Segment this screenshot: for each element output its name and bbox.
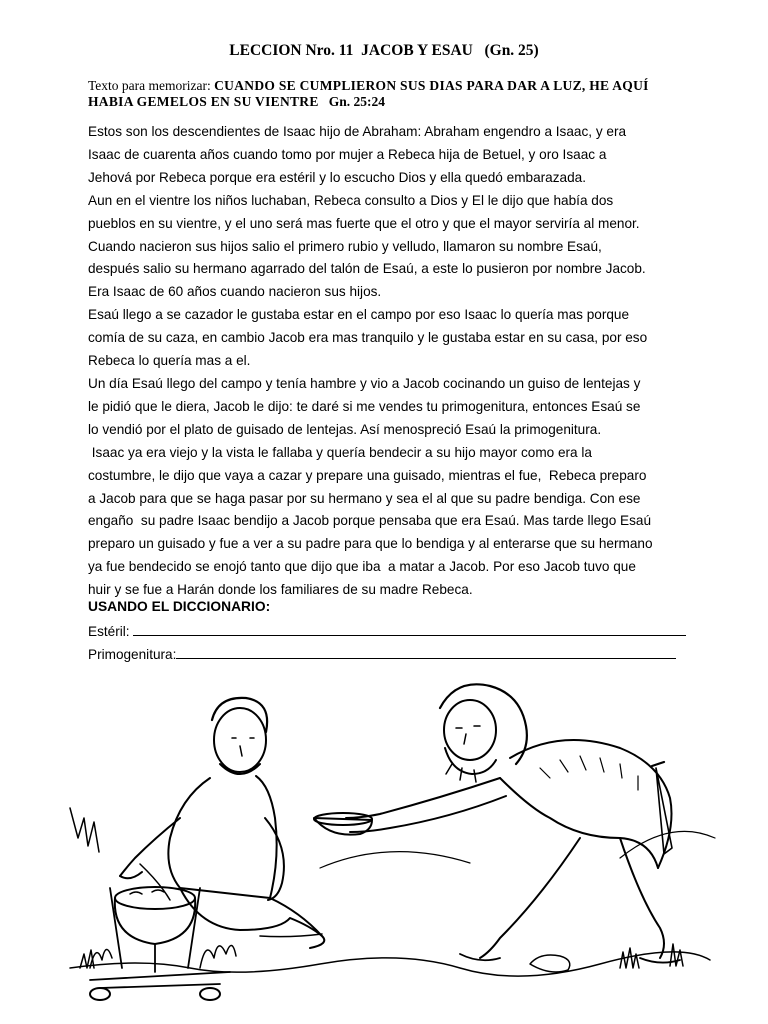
story-line: engaño su padre Isaac bendijo a Jacob porque pensaba que era Esaú. Mas tarde llego Esaú	[88, 513, 652, 529]
dictionary-word: Primogenitura:	[88, 647, 177, 662]
story-line: Aun en el vientre los niños luchaban, Rebeca consulto a Dios y El le dijo que había dos	[88, 192, 614, 208]
story-line: Isaac ya era viejo y la vista le fallaba y quería bendecir a su hijo mayor como era la	[88, 444, 592, 460]
dictionary-item-primogenitura	[88, 646, 676, 662]
answer-blank-esteril[interactable]	[133, 623, 686, 636]
story-line: huir y se fue a Harán donde los familiares de su madre Rebeca.	[88, 582, 473, 598]
story-line: comía de su caza, en cambio Jacob era mas tranquilo y le gustaba estar en su casa, por eso	[88, 330, 648, 346]
story-line: ya fue bendecido se enojó tanto que dijo que iba a matar a Jacob. Por eso Jacob tuvo que	[88, 559, 636, 575]
dictionary-word: Estéril:	[88, 624, 134, 639]
memory-verse-reference: Gn. 25:24	[328, 94, 386, 109]
story-line: preparo un guisado y fue a ver a su padre para que lo bendiga y al enterarse que su hermano	[88, 536, 653, 552]
story-text	[88, 121, 728, 602]
story-line: costumbre, le dijo que vaya a cazar y prepare una guisado, mientras el fue, Rebeca preparo	[88, 467, 647, 483]
story-line: Estos son los descendientes de Isaac hijo de Abraham: Abraham engendro a Isaac, y era	[88, 124, 627, 139]
story-line: le pidió que le diera, Jacob le dijo: te daré si me vendes tu primogenitura, entonces Esaú se	[88, 398, 641, 414]
answer-blank-primogenitura[interactable]	[176, 646, 676, 659]
story-line: Rebeca lo quería mas a el.	[88, 353, 251, 369]
memory-verse-label: Texto para memorizar:	[88, 78, 215, 93]
story-line: lo vendió por el plato de guisado de lentejas. Así menospreció Esaú la primogenitura.	[88, 421, 602, 437]
story-line: después salio su hermano agarrado del talón de Esaú, a este lo pusieron por nombre Jacob.	[88, 261, 646, 277]
story-line: Un día Esaú llego del campo y tenía hambre y vio a Jacob cocinando un guiso de lentejas y	[88, 375, 641, 391]
story-line: Cuando nacieron sus hijos salio el primero rubio y velludo, llamaron su nombre Esaú,	[88, 238, 602, 254]
story-line: Jehová por Rebeca porque era estéril y lo escucho Dios y ella quedó embarazada.	[88, 169, 586, 185]
story-line: pueblos en su vientre, y el uno será mas fuerte que el otro y que el mayor serviría al menor.	[88, 215, 640, 231]
dictionary-item-esteril	[88, 623, 686, 639]
story-line: Isaac de cuarenta años cuando tomo por mujer a Rebeca hija de Betuel, y oro Isaac a	[88, 146, 607, 162]
lesson-title: LECCION Nro. 11 JACOB Y ESAU (Gn. 25)	[229, 42, 539, 59]
memory-verse-text-line2: HABIA GEMELOS EN SU VIENTRE	[88, 94, 319, 109]
story-line: Esaú llego a se cazador le gustaba estar en el campo por eso Isaac lo quería mas porque	[88, 307, 630, 323]
memory-verse-text-line1: CUANDO SE CUMPLIERON SUS DIAS PARA DAR A LUZ, HE AQUÍ	[214, 78, 649, 93]
dictionary-heading: USANDO EL DICCIONARIO:	[88, 599, 271, 614]
story-line: a Jacob para que se haga pasar por su hermano y sea el al que su padre bendiga. Con ese	[88, 490, 641, 506]
story-line: Era Isaac de 60 años cuando nacieron sus hijos.	[88, 284, 382, 300]
jacob-esau-lentil-stew-illustration	[60, 668, 720, 1018]
memory-verse	[88, 78, 728, 110]
